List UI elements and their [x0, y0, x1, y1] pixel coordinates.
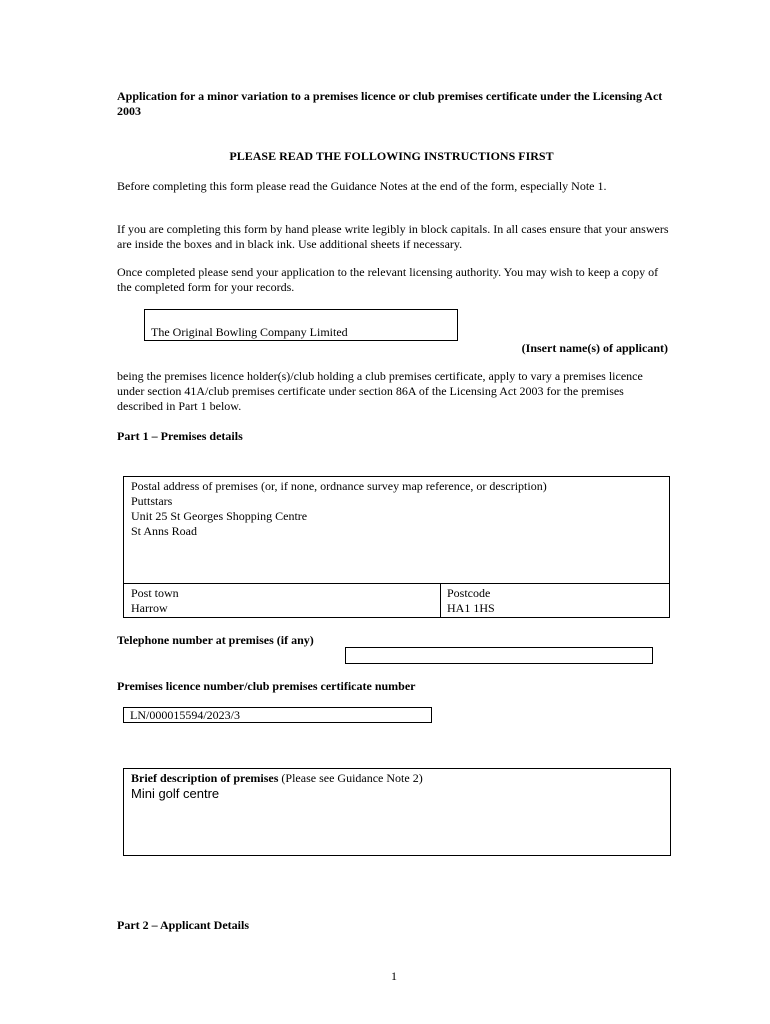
instructions-heading: PLEASE READ THE FOLLOWING INSTRUCTIONS FIRST [229, 149, 554, 163]
address-divider [124, 583, 669, 584]
licence-number-label: Premises licence number/club premises certificate number [117, 679, 416, 693]
address-label: Postal address of premises (or, if none, ordnance survey map reference, or description) [131, 479, 547, 493]
instructions-para-2: If you are completing this form by hand please write legibly in block capitals. In all cases ensure that your answers are inside the boxes and in black ink. Use additional sheets if necessary. [117, 222, 669, 251]
postcode-label: Postcode [447, 586, 491, 600]
applicant-statement: being the premises licence holder(s)/club holding a club premises certificate, apply to vary a premises licence under section 41A/club premises certificate under section 86A of the Licensing Act 2003 for the premises described in Part 1 below. [117, 369, 643, 413]
instructions-para-3: Once completed please send your application to the relevant licensing authority. You may wish to keep a copy of the completed form for your records. [117, 265, 659, 294]
premises-description-field[interactable] [123, 768, 671, 856]
licence-number-field[interactable] [123, 707, 432, 723]
applicant-name-field[interactable] [144, 309, 458, 341]
description-label [131, 771, 423, 786]
address-line-2[interactable]: Unit 25 St Georges Shopping Centre [131, 509, 308, 523]
page-number: 1 [391, 969, 397, 983]
address-line-1[interactable]: Puttstars [131, 494, 173, 508]
telephone-label: Telephone number at premises (if any) [117, 633, 314, 647]
applicant-name-value: The Original Bowling Company Limited [151, 325, 348, 339]
instructions-para-1: Before completing this form please read the Guidance Notes at the end of the form, especially Note 1. [117, 179, 607, 193]
form-title: Application for a minor variation to a premises licence or club premises certificate under the Licensing Act 2003 [117, 89, 663, 118]
premises-address-table [123, 476, 670, 618]
description-label-bold: Brief description of premises [131, 771, 279, 785]
address-line-3[interactable]: St Anns Road [131, 524, 198, 538]
part1-heading: Part 1 – Premises details [117, 429, 243, 443]
postcode-value[interactable]: HA1 1HS [447, 601, 495, 615]
licence-number-value: LN/000015594/2023/3 [130, 708, 240, 722]
telephone-field[interactable] [345, 647, 653, 664]
post-town-value[interactable]: Harrow [131, 601, 168, 615]
description-value: Mini golf centre [131, 786, 220, 801]
post-town-label: Post town [131, 586, 179, 600]
applicant-name-caption: (Insert name(s) of applicant) [521, 341, 668, 355]
description-label-note: (Please see Guidance Note 2) [278, 771, 423, 785]
postcode-divider [440, 583, 441, 617]
part2-heading: Part 2 – Applicant Details [117, 918, 249, 932]
